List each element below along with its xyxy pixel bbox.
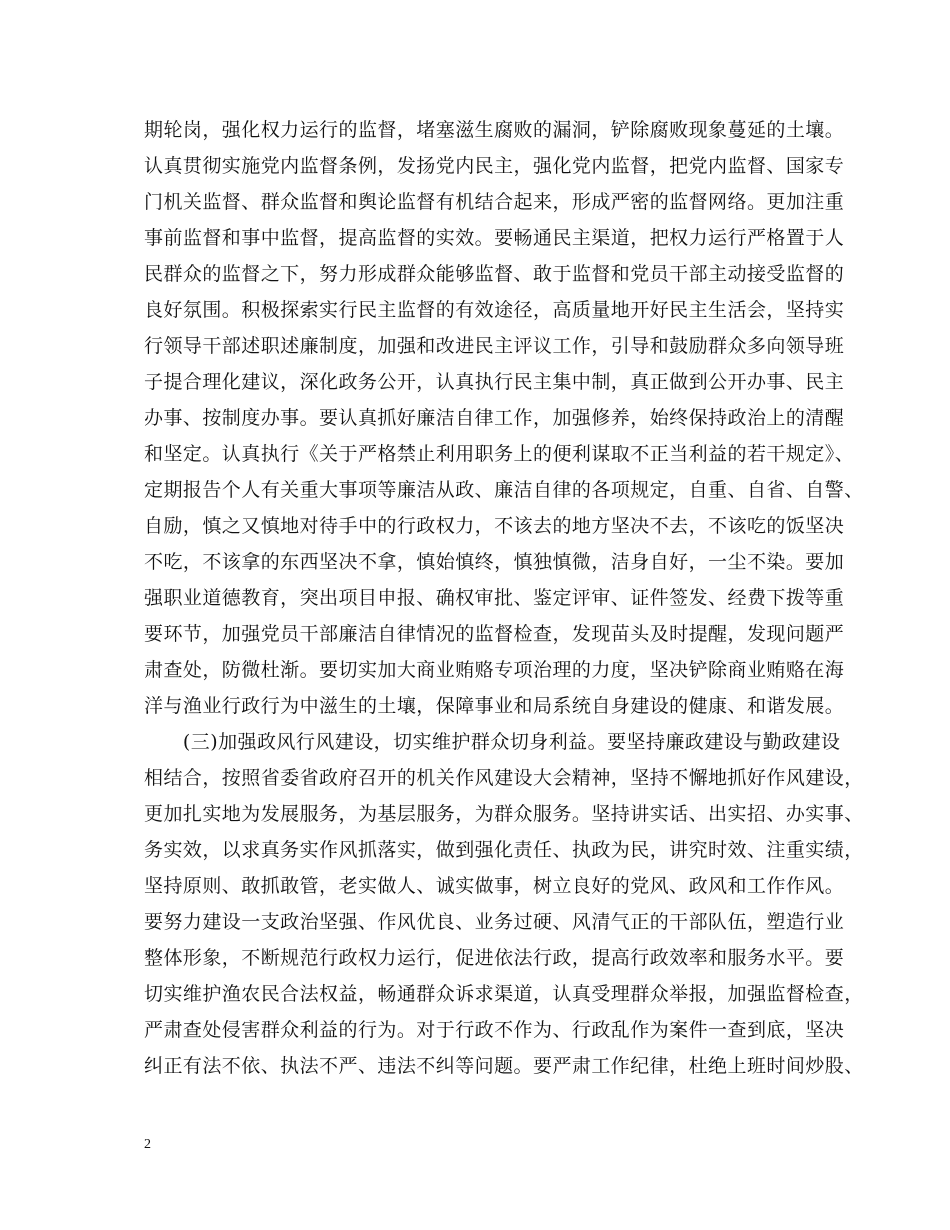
text-line: 强职业道德教育，突出项目申报、确权审批、鉴定评审、证件签发、经费下拨等重 bbox=[144, 587, 845, 609]
text-line: 更加扎实地为发展服务，为基层服务，为群众服务。坚持讲实话、出实招、办实事、 bbox=[144, 803, 864, 825]
text-line: 坚持原则、敢抓敢管，老实做人、诚实做事，树立良好的党风、政风和工作作风。 bbox=[144, 875, 845, 897]
text-line: 行领导干部述职述廉制度，加强和改进民主评议工作，引导和鼓励群众多向领导班 bbox=[144, 335, 845, 357]
text-line: 办事、按制度办事。要认真抓好廉洁自律工作，加强修养，始终保持政治上的清醒 bbox=[144, 407, 845, 429]
text-line: 子提合理化建议，深化政务公开，认真执行民主集中制，真正做到公开办事、民主 bbox=[144, 371, 845, 393]
text-line: 要环节，加强党员干部廉洁自律情况的监督检查，发现苗头及时提醒，发现问题严 bbox=[144, 623, 845, 645]
text-line: 事前监督和事中监督，提高监督的实效。要畅通民主渠道，把权力运行严格置于人 bbox=[144, 227, 845, 249]
text-line: 良好氛围。积极探索实行民主监督的有效途径，高质量地开好民主生活会，坚持实 bbox=[144, 299, 845, 321]
text-line: (三)加强政风行风建设，切实维护群众切身利益。要坚持廉政建设与勤政建设 bbox=[144, 731, 841, 753]
text-line: 期轮岗，强化权力运行的监督，堵塞滋生腐败的漏洞，铲除腐败现象蔓延的土壤。 bbox=[144, 119, 845, 141]
text-line: 整体形象，不断规范行政权力运行，促进依法行政，提高行政效率和服务水平。要 bbox=[144, 947, 845, 969]
text-line: 定期报告个人有关重大事项等廉洁从政、廉洁自律的各项规定，自重、自省、自警、 bbox=[144, 479, 864, 501]
text-line: 务实效，以求真务实作风抓落实，做到强化责任、执政为民，讲究时效、注重实绩， bbox=[144, 839, 864, 861]
text-line: 自励，慎之又慎地对待手中的行政权力，不该去的地方坚决不去，不该吃的饭坚决 bbox=[144, 515, 845, 537]
text-line: 切实维护渔农民合法权益，畅通群众诉求渠道，认真受理群众举报，加强监督检查， bbox=[144, 983, 864, 1005]
text-line: 认真贯彻实施党内监督条例，发扬党内民主，强化党内监督，把党内监督、国家专 bbox=[144, 155, 845, 177]
text-line: 严肃查处侵害群众利益的行为。对于行政不作为、行政乱作为案件一查到底，坚决 bbox=[144, 1019, 845, 1041]
text-line: 不吃，不该拿的东西坚决不拿，慎始慎终，慎独慎微，洁身自好，一尘不染。要加 bbox=[144, 551, 845, 573]
text-line: 肃查处，防微杜渐。要切实加大商业贿赂专项治理的力度，坚决铲除商业贿赂在海 bbox=[144, 659, 845, 681]
text-line: 洋与渔业行政行为中滋生的土壤，保障事业和局系统自身建设的健康、和谐发展。 bbox=[144, 695, 845, 717]
text-line: 和坚定。认真执行《关于严格禁止利用职务上的便利谋取不正当利益的若干规定》、 bbox=[144, 443, 855, 465]
text-line: 相结合，按照省委省政府召开的机关作风建设大会精神，坚持不懈地抓好作风建设， bbox=[144, 767, 864, 789]
text-line: 门机关监督、群众监督和舆论监督有机结合起来，形成严密的监督网络。更加注重 bbox=[144, 191, 845, 213]
text-line: 民群众的监督之下，努力形成群众能够监督、敢于监督和党员干部主动接受监督的 bbox=[144, 263, 845, 285]
page-number: 2 bbox=[144, 1137, 151, 1152]
text-line: 要努力建设一支政治坚强、作风优良、业务过硬、风清气正的干部队伍，塑造行业 bbox=[144, 911, 845, 933]
text-line: 纠正有法不依、执法不严、违法不纠等问题。要严肃工作纪律，杜绝上班时间炒股、 bbox=[144, 1055, 864, 1077]
